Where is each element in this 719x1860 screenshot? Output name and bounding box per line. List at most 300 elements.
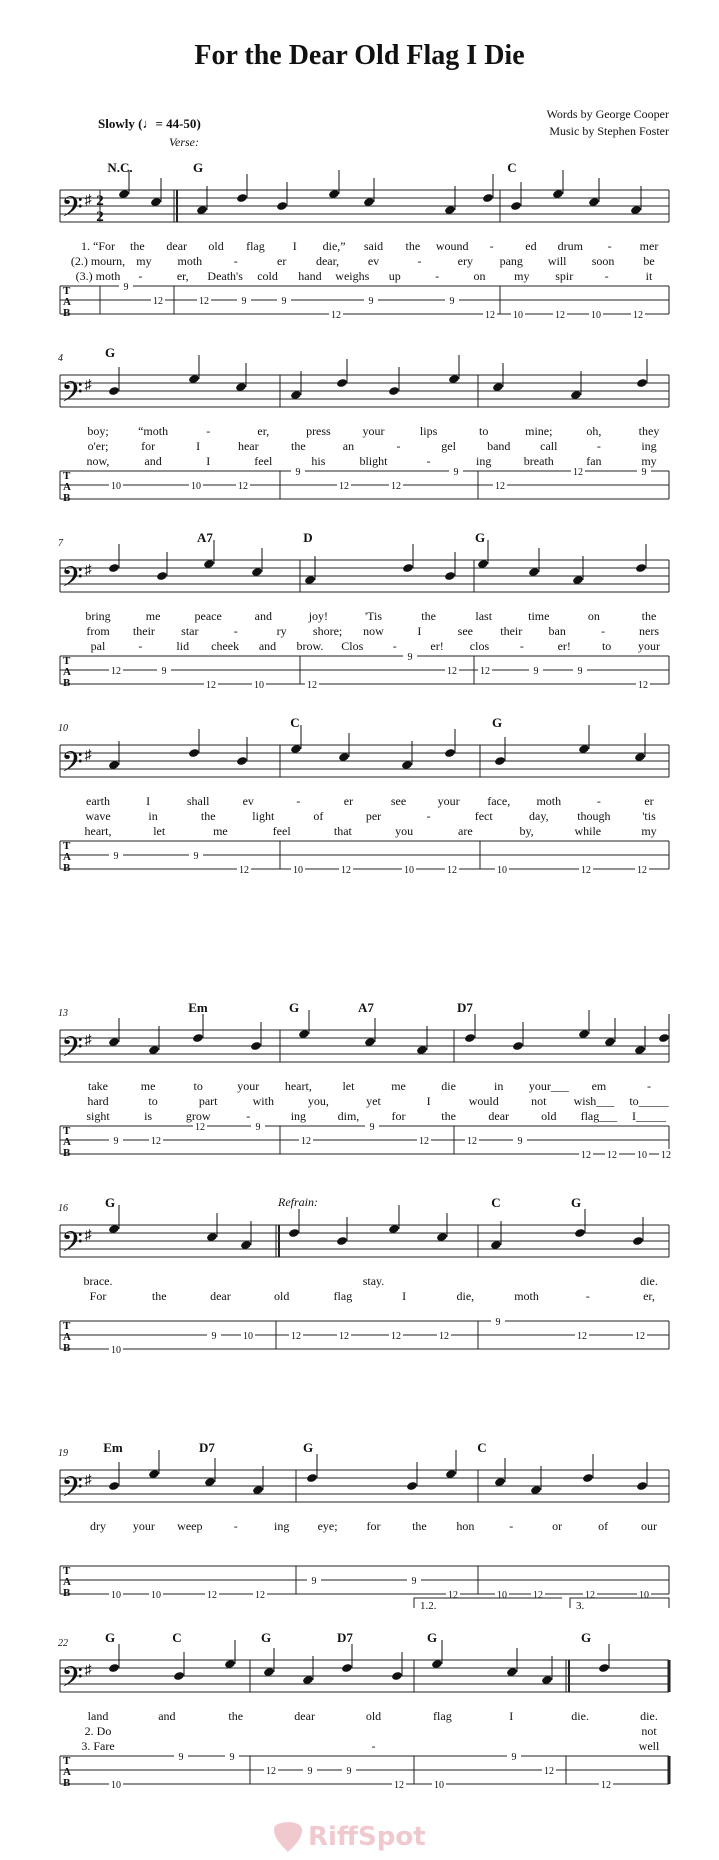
- lyric-syllable: the: [441, 1109, 456, 1123]
- lyric-syllable: me: [140, 1079, 156, 1093]
- lyric-syllable: -: [647, 1079, 651, 1093]
- tab-fret-number: 12: [391, 481, 401, 492]
- tab-clef-a: A: [63, 481, 71, 493]
- bass-clef-icon: 𝄢: [61, 378, 83, 415]
- lyric-syllable: be: [643, 254, 655, 268]
- tab-clef-b: B: [63, 1147, 71, 1159]
- lyric-syllable: -: [585, 1289, 590, 1303]
- lyric-syllable: I: [292, 239, 297, 253]
- note-head: [108, 386, 120, 396]
- note-head: [306, 1473, 318, 1483]
- tab-clef-t: T: [63, 655, 71, 667]
- chord-symbol: A7: [358, 1000, 374, 1015]
- tab-clef-a: A: [63, 1576, 71, 1588]
- lyric-syllable: weep: [177, 1519, 203, 1533]
- tab-fret-number: 12: [447, 666, 457, 677]
- lyric-syllable: I: [417, 624, 422, 638]
- note-head: [402, 563, 414, 573]
- tab-fret-number: 12: [581, 1150, 591, 1161]
- lyric-syllable: for: [141, 439, 156, 453]
- tab-fret-number: 12: [266, 1766, 276, 1777]
- tab-fret-number: 12: [495, 481, 505, 492]
- lyric-syllable: dear: [488, 1109, 510, 1123]
- tab-fret-number: 9: [453, 467, 459, 478]
- note-head: [482, 193, 494, 203]
- lyric-syllable: see: [457, 624, 473, 638]
- note-head: [341, 1663, 353, 1673]
- tab-fret-number: 10: [254, 680, 264, 691]
- tab-clef-a: A: [63, 851, 71, 863]
- lyric-syllable: -: [435, 269, 440, 283]
- lyric-syllable: lid: [176, 639, 190, 653]
- tab-fret-number: 10: [637, 1150, 647, 1161]
- tab-fret-number: 12: [607, 1150, 617, 1161]
- lyric-syllable: take: [88, 1079, 108, 1093]
- lyric-syllable: stay.: [362, 1274, 385, 1288]
- lyric-syllable: Death's: [207, 269, 243, 283]
- lyric-syllable: 2. Do: [84, 1724, 112, 1738]
- lyric-syllable: old: [273, 1289, 290, 1303]
- lyric-syllable: -: [426, 809, 431, 823]
- lyric-syllable: dry: [90, 1519, 106, 1533]
- lyric-syllable: cold: [257, 269, 278, 283]
- logo-text: RiffSpot: [308, 1822, 426, 1852]
- lyric-syllable: lips: [419, 424, 438, 438]
- tab-fret-number: 12: [394, 1780, 404, 1791]
- lyric-syllable: flag: [433, 1709, 452, 1723]
- lyric-syllable: -: [392, 639, 397, 653]
- lyric-syllable: die.: [571, 1709, 589, 1723]
- time-signature-bottom: 2: [96, 209, 104, 225]
- lyric-syllable: -: [604, 269, 609, 283]
- tab-fret-number: 12: [485, 310, 495, 321]
- tab-fret-number: 9: [495, 1317, 501, 1328]
- lyric-syllable: moth: [536, 794, 562, 808]
- lyric-syllable: old: [541, 1109, 557, 1123]
- lyric-syllable: their: [132, 624, 155, 638]
- tab-clef-t: T: [63, 1565, 71, 1577]
- lyric-syllable: is: [144, 1109, 153, 1123]
- tab-fret-number: 10: [404, 865, 414, 876]
- lyric-syllable: mer: [639, 239, 659, 253]
- lyric-syllable: though: [577, 809, 611, 823]
- note-head: [444, 571, 456, 581]
- tab-fret-number: 9: [161, 666, 167, 677]
- tab-fret-number: 12: [307, 680, 317, 691]
- tab-clef-b: B: [63, 1587, 71, 1599]
- tab-fret-number: 9: [407, 652, 413, 663]
- page-title: For the Dear Old Flag I Die: [194, 40, 525, 71]
- tab-fret-number: 9: [517, 1136, 523, 1147]
- lyric-syllable: brace.: [83, 1274, 113, 1288]
- lyric-syllable: ev: [367, 254, 380, 268]
- lyric-syllable: er: [343, 794, 354, 808]
- sharp-icon: ♯: [84, 1228, 92, 1243]
- lyric-syllable: dear: [294, 1709, 315, 1723]
- note-head: [444, 748, 456, 758]
- tab-fret-number: 10: [497, 1590, 507, 1601]
- lyric-syllable: -: [233, 254, 238, 268]
- lyric-syllable: I_____: [632, 1109, 666, 1123]
- tab-fret-number: 9: [295, 467, 301, 478]
- lyric-syllable: mine;: [525, 424, 553, 438]
- tab-fret-number: 12: [555, 310, 565, 321]
- lyric-syllable: boy;: [87, 424, 109, 438]
- lyric-syllable: flag: [333, 1289, 353, 1303]
- quarter-note-icon: ♩: [142, 116, 156, 131]
- lyric-syllable: -: [596, 794, 601, 808]
- lyric-syllable: -: [138, 269, 143, 283]
- lyric-syllable: -: [607, 239, 612, 253]
- lyric-syllable: up: [388, 269, 401, 283]
- note-head: [192, 1033, 204, 1043]
- measure-number: 16: [58, 1203, 68, 1214]
- chord-symbol: C: [491, 1195, 501, 1210]
- lyric-syllable: -: [296, 794, 301, 808]
- measure-number: 4: [58, 353, 63, 364]
- lyric-syllable: er,: [257, 424, 270, 438]
- tab-fret-number: 9: [577, 666, 583, 677]
- lyric-syllable: dear,: [315, 254, 340, 268]
- lyric-syllable: I: [206, 454, 211, 468]
- lyric-syllable: ev: [242, 794, 254, 808]
- lyric-syllable: em: [591, 1079, 607, 1093]
- lyric-syllable: spir: [555, 269, 574, 283]
- lyric-syllable: gel: [441, 439, 456, 453]
- lyric-syllable: land: [87, 1709, 109, 1723]
- lyric-syllable: pang: [499, 254, 523, 268]
- lyric-syllable: -: [417, 254, 422, 268]
- tab-fret-number: 9: [241, 296, 247, 307]
- section-label-refrain: Refrain:: [278, 1195, 318, 1209]
- lyric-syllable: the: [291, 439, 306, 453]
- lyric-syllable: said: [363, 239, 384, 253]
- chord-symbol: G: [104, 1195, 116, 1210]
- lyric-syllable: hand: [298, 269, 322, 283]
- tab-clef-b: B: [63, 307, 71, 319]
- lyric-syllable: press: [306, 424, 331, 438]
- lyric-syllable: -: [233, 1519, 238, 1533]
- lyric-syllable: Clos: [341, 639, 364, 653]
- bass-clef-icon: 𝄢: [61, 1033, 83, 1070]
- measure-number: 10: [58, 723, 68, 734]
- tab-fret-number: 9: [281, 296, 287, 307]
- lyric-syllable: you: [395, 824, 414, 838]
- lyric-syllable: wave: [85, 809, 111, 823]
- lyric-syllable: die,”: [322, 239, 346, 253]
- time-signature-top: 2: [96, 193, 104, 209]
- note-head: [636, 1481, 648, 1491]
- lyric-syllable: an: [342, 439, 355, 453]
- lyric-syllable: heart,: [284, 1079, 312, 1093]
- lyric-syllable: for: [366, 1519, 381, 1533]
- tab-fret-number: 12: [291, 1331, 301, 1342]
- tab-clef-t: T: [63, 1320, 71, 1332]
- lyric-syllable: the: [151, 1289, 167, 1303]
- lyric-syllable: your___: [528, 1079, 569, 1093]
- lyric-syllable: or: [552, 1519, 563, 1533]
- lyric-syllable: I: [426, 1094, 431, 1108]
- lyric-syllable: per: [365, 809, 382, 823]
- chord-symbol: G: [104, 345, 116, 360]
- chord-symbol: N.C.: [107, 160, 133, 175]
- note-head: [188, 748, 200, 758]
- note-head: [108, 1481, 120, 1491]
- tab-fret-number: 9: [533, 666, 539, 677]
- tab-fret-number: 10: [191, 481, 201, 492]
- note-head: [108, 1663, 120, 1673]
- lyric-syllable: cheek: [211, 639, 240, 653]
- tab-clef-a: A: [63, 1136, 71, 1148]
- lyric-syllable: heart,: [84, 824, 112, 838]
- lyric-syllable: my: [641, 824, 657, 838]
- lyric-syllable: let: [153, 824, 166, 838]
- lyric-syllable: I: [196, 439, 201, 453]
- tab-fret-number: 12: [111, 666, 121, 677]
- sharp-icon: ♯: [84, 1663, 92, 1678]
- tab-fret-number: 9: [641, 467, 647, 478]
- chord-symbol: D7: [199, 1440, 215, 1455]
- lyric-syllable: dear: [166, 239, 188, 253]
- lyric-syllable: would: [468, 1094, 499, 1108]
- tab-fret-number: 12: [637, 865, 647, 876]
- tab-clef-b: B: [63, 862, 71, 874]
- tab-clef-b: B: [63, 1342, 71, 1354]
- tab-fret-number: 12: [467, 1136, 477, 1147]
- sharp-icon: ♯: [84, 1033, 92, 1048]
- lyric-syllable: blight: [359, 454, 388, 468]
- chord-symbol: D7: [337, 1630, 353, 1645]
- tempo-word: Slowly: [98, 116, 135, 131]
- lyric-syllable: flag: [246, 239, 265, 253]
- sharp-icon: ♯: [84, 193, 92, 208]
- lyric-syllable: while: [574, 824, 602, 838]
- lyric-syllable: ry: [276, 624, 287, 638]
- tab-clef-a: A: [63, 296, 71, 308]
- lyric-syllable: in: [148, 809, 158, 823]
- chord-symbol: G: [288, 1000, 300, 1015]
- tab-clef-a: A: [63, 1331, 71, 1343]
- lyric-syllable: will: [547, 254, 567, 268]
- tab-fret-number: 12: [153, 296, 163, 307]
- tab-fret-number: 10: [151, 1590, 161, 1601]
- lyric-syllable: ing: [476, 454, 492, 468]
- tab-fret-number: 12: [151, 1136, 161, 1147]
- lyric-syllable: (2.) mourn,: [70, 254, 126, 268]
- tab-clef-t: T: [63, 840, 71, 852]
- lyric-syllable: I: [402, 1289, 407, 1303]
- lyric-syllable: with: [252, 1094, 274, 1108]
- lyric-syllable: your: [362, 424, 385, 438]
- note-head: [635, 563, 647, 573]
- lyric-syllable: clos: [469, 639, 490, 653]
- measure-number: 13: [58, 1008, 68, 1019]
- lyric-syllable: brow.: [296, 639, 324, 653]
- chord-symbol: G: [426, 1630, 438, 1645]
- lyric-syllable: -: [489, 239, 494, 253]
- lyric-syllable: -: [396, 439, 401, 453]
- lyric-syllable: ban: [548, 624, 566, 638]
- lyric-syllable: are: [458, 824, 473, 838]
- tab-fret-number: 12: [573, 467, 583, 478]
- lyric-syllable: your: [638, 639, 660, 653]
- lyric-syllable: by,: [519, 824, 534, 838]
- lyric-syllable: ing: [290, 1109, 307, 1123]
- sharp-icon: ♯: [84, 748, 92, 763]
- note-head: [632, 1236, 644, 1246]
- lyric-syllable: me: [145, 609, 161, 623]
- tab-fret-number: 12: [255, 1590, 265, 1601]
- lyric-syllable: see: [390, 794, 407, 808]
- lyric-syllable: from: [86, 624, 110, 638]
- tab-clef-b: B: [63, 492, 71, 504]
- music-system: [60, 725, 669, 875]
- tab-fret-number: 12: [419, 1136, 429, 1147]
- note-head: [464, 1033, 476, 1043]
- tab-clef-t: T: [63, 1125, 71, 1137]
- lyric-syllable: ed: [525, 239, 537, 253]
- note-head: [336, 378, 348, 388]
- chord-symbol: G: [192, 160, 204, 175]
- note-head: [276, 201, 288, 211]
- note-head: [574, 1228, 586, 1238]
- tab-fret-number: 12: [577, 1331, 587, 1342]
- chord-symbol: C: [290, 715, 300, 730]
- lyric-syllable: moth: [177, 254, 203, 268]
- tab-fret-number: 12: [339, 1331, 349, 1342]
- lyric-syllable: now,: [86, 454, 110, 468]
- lyric-syllable: to: [479, 424, 489, 438]
- chord-symbol: G: [491, 715, 503, 730]
- note-head: [510, 201, 522, 211]
- lyric-syllable: old: [208, 239, 224, 253]
- tab-fret-number: 10: [111, 481, 121, 492]
- tab-fret-number: 10: [591, 310, 601, 321]
- chord-symbol: G: [302, 1440, 314, 1455]
- lyric-syllable: part: [198, 1094, 218, 1108]
- tab-fret-number: 9: [307, 1766, 313, 1777]
- lyric-syllable: “moth: [138, 424, 169, 438]
- lyric-syllable: shore;: [312, 624, 343, 638]
- chord-symbol: Em: [103, 1440, 123, 1455]
- lyric-syllable: peace: [194, 609, 222, 623]
- lyric-syllable: your: [132, 1519, 155, 1533]
- lyric-syllable: and: [158, 1709, 176, 1723]
- lyric-syllable: I: [509, 1709, 514, 1723]
- lyric-syllable: -: [426, 454, 431, 468]
- sharp-icon: ♯: [84, 378, 92, 393]
- tab-fret-number: 9: [511, 1752, 517, 1763]
- tempo-metronome: (♩= 44-50): [138, 116, 201, 131]
- lyric-syllable: on: [473, 269, 486, 283]
- note-head: [658, 1033, 670, 1043]
- note-head: [236, 193, 248, 203]
- lyric-syllable: hear: [237, 439, 259, 453]
- lyric-syllable: -: [601, 624, 606, 638]
- lyric-syllable: ery: [457, 254, 473, 268]
- lyric-syllable: of: [313, 809, 324, 823]
- section-label-verse: Verse:: [169, 135, 199, 149]
- lyric-syllable: they: [638, 424, 660, 438]
- lyric-syllable: fan: [586, 454, 602, 468]
- tab-fret-number: 10: [497, 865, 507, 876]
- lyric-syllable: ing: [641, 439, 657, 453]
- lyric-syllable: hard: [87, 1094, 109, 1108]
- tab-fret-number: 12: [480, 666, 490, 677]
- sharp-icon: ♯: [84, 563, 92, 578]
- tab-fret-number: 12: [199, 296, 209, 307]
- lyric-syllable: er,: [643, 1289, 655, 1303]
- lyric-syllable: die.: [640, 1274, 658, 1288]
- tab-fret-number: 10: [243, 1331, 253, 1342]
- lyric-syllable: -: [138, 639, 143, 653]
- tab-fret-number: 9: [368, 296, 374, 307]
- lyric-syllable: our: [641, 1519, 657, 1533]
- lyric-syllable: my: [641, 454, 657, 468]
- lyric-syllable: feel: [272, 824, 291, 838]
- lyric-syllable: for: [391, 1109, 406, 1123]
- tab-fret-number: 10: [293, 865, 303, 876]
- lyric-syllable: flag___: [580, 1109, 618, 1123]
- tab-fret-number: 12: [601, 1780, 611, 1791]
- tab-fret-number: 9: [178, 1752, 184, 1763]
- lyric-syllable: the: [412, 1519, 427, 1533]
- lyric-syllable: my: [514, 269, 530, 283]
- chord-symbol: G: [580, 1630, 592, 1645]
- lyric-syllable: their: [500, 624, 523, 638]
- tab-clef-b: B: [63, 1777, 71, 1789]
- lyric-syllable: -: [206, 424, 211, 438]
- lyric-syllable: call: [540, 439, 558, 453]
- lyric-syllable: now: [363, 624, 384, 638]
- tab-fret-number: 9: [123, 282, 129, 293]
- music-system: [60, 1598, 669, 1790]
- guitar-pick-icon: [274, 1822, 302, 1852]
- note-head: [173, 1671, 185, 1681]
- tab-clef-a: A: [63, 666, 71, 678]
- lyric-syllable: your: [437, 794, 460, 808]
- lyric-syllable: the: [200, 809, 216, 823]
- lyric-syllable: the: [228, 1709, 244, 1723]
- bass-clef-icon: 𝄢: [61, 563, 83, 600]
- lyric-syllable: die.: [640, 1709, 658, 1723]
- tab-fret-number: 12: [331, 310, 341, 321]
- lyric-syllable: me: [391, 1079, 406, 1093]
- lyric-syllable: hon: [456, 1519, 475, 1533]
- lyric-syllable: dim,: [337, 1109, 360, 1123]
- lyric-syllable: die,: [456, 1289, 475, 1303]
- tab-fret-number: 10: [434, 1780, 444, 1791]
- note-head: [388, 386, 400, 396]
- ending-label: 3.: [576, 1600, 585, 1612]
- lyric-syllable: not: [531, 1094, 547, 1108]
- bass-clef-icon: 𝄢: [61, 748, 83, 785]
- lyric-syllable: to: [193, 1079, 203, 1093]
- lyric-syllable: moth: [514, 1289, 539, 1303]
- tab-fret-number: 12: [239, 865, 249, 876]
- lyric-syllable: 'Tis: [364, 609, 383, 623]
- lyric-syllable: your: [237, 1079, 260, 1093]
- tab-fret-number: 9: [346, 1766, 352, 1777]
- lyric-syllable: yet: [366, 1094, 381, 1108]
- tab-fret-number: 10: [639, 1590, 649, 1601]
- note-head: [391, 1671, 403, 1681]
- lyric-syllable: -: [233, 624, 238, 638]
- tab-clef-t: T: [63, 285, 71, 297]
- lyric-syllable: the: [130, 239, 145, 253]
- bass-clef-icon: 𝄢: [61, 193, 83, 230]
- note-head: [406, 1481, 418, 1491]
